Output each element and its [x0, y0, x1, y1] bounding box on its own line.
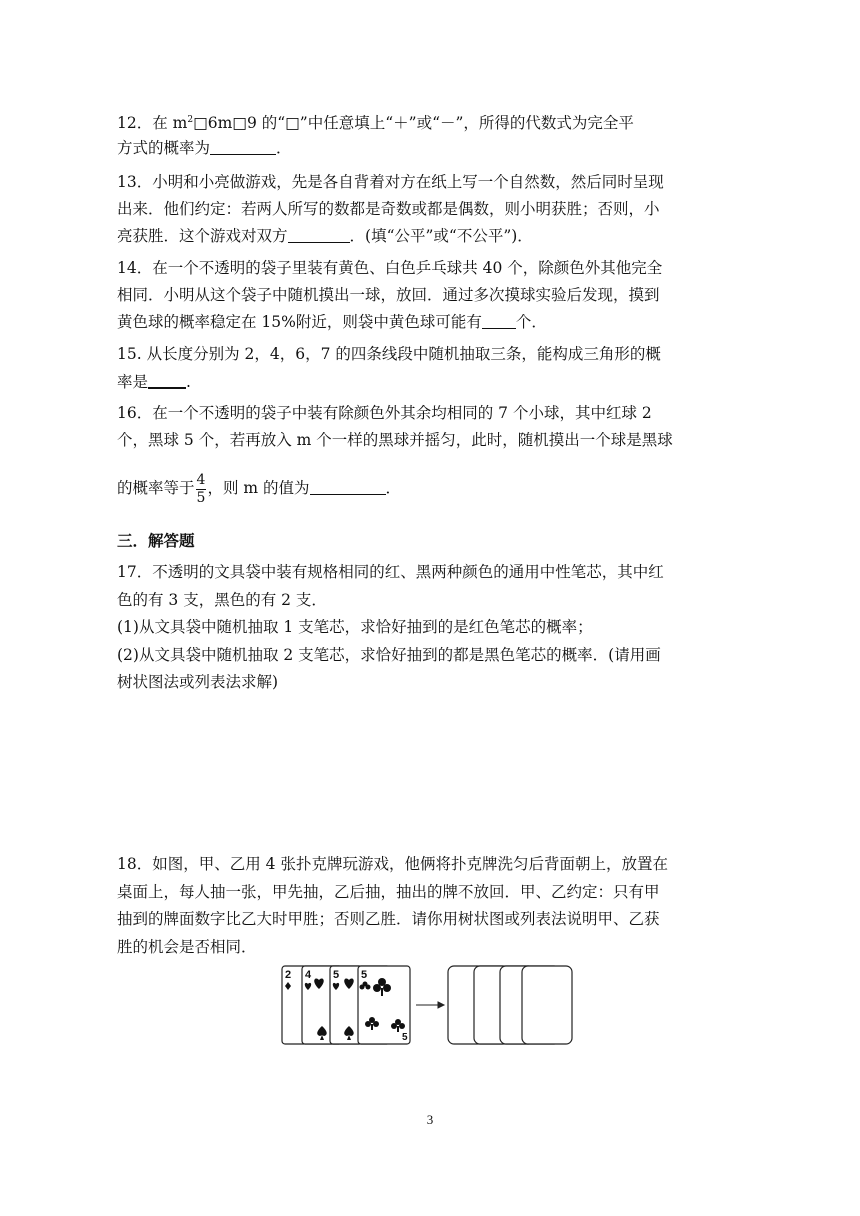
card-rank: 5 — [402, 1032, 408, 1043]
answer-blank — [148, 372, 186, 389]
q17-line-5: 树状图法或列表法求解) — [117, 673, 279, 691]
q15-line-2: 率是 . — [117, 373, 191, 391]
q14-line-2: 相同．小明从这个袋子中随机摸出一球，放回．通过多次摸球实验后发现，摸到 — [117, 286, 660, 304]
face-down-cards — [448, 966, 572, 1044]
card-rank: 5 — [333, 969, 340, 981]
q13-line-1: 13．小明和小亮做游戏，先是各自背着对方在纸上写一个自然数，然后同时呈现 — [117, 173, 664, 191]
answer-blank — [310, 479, 386, 495]
card-rank: 5 — [361, 969, 368, 981]
q17-line-4: (2)从文具袋中随机抽取 2 支笔芯，求恰好抽到的都是黑色笔芯的概率．(请用画 — [117, 646, 661, 664]
card-rank: 2 — [285, 969, 292, 981]
playing-cards-figure — [280, 962, 576, 1052]
q13-line-3: 亮获胜．这个游戏对双方 ．(填“公平”或“不公平”)． — [117, 227, 533, 245]
answer-blank — [288, 227, 350, 243]
q17-line-2: 色的有 3 支，黑色的有 2 支． — [117, 591, 327, 609]
q13-line-2: 出来．他们约定：若两人所写的数都是奇数或都是偶数，则小明获胜；否则，小 — [117, 200, 660, 218]
section-heading: 三．解答题 — [117, 531, 195, 550]
q18-line-1: 18．如图，甲、乙用 4 张扑克牌玩游戏，他俩将扑克牌洗匀后背面朝上，放置在 — [117, 855, 668, 873]
page-number: 3 — [426, 1112, 434, 1127]
q18-line-3: 抽到的牌面数字比乙大时甲胜；否则乙胜．请你用树状图或列表法说明甲、乙获 — [117, 910, 660, 928]
fraction: $\frac{4}{5}$ — [196, 471, 206, 506]
q16-line-2: 个，黑球 5 个，若再放入 m 个一样的黑球并摇匀，此时，随机摸出一个球是黑球 — [117, 431, 673, 449]
q17-line-3: (1)从文具袋中随机抽取 1 支笔芯，求恰好抽到的是红色笔芯的概率； — [117, 618, 593, 636]
q14-line-1: 14．在一个不透明的袋子里装有黄色、白色乒乓球共 40 个，除颜色外其他完全 — [117, 259, 663, 277]
q18-line-2: 桌面上，每人抽一张，甲先抽，乙后抽，抽出的牌不放回．甲、乙约定：只有甲 — [117, 883, 660, 901]
q16-line-1: 16．在一个不透明的袋子中装有除颜色外其余均相同的 7 个小球，其中红球 2 — [117, 404, 652, 422]
q14-line-3: 黄色球的概率稳定在 15%附近，则袋中黄色球可能有 个． — [117, 313, 547, 331]
q12-line-1: 12．在 $m^2□6m□9$ 的“□”中任意填上“＋”或“－”，所得的代数式为完全平 — [117, 114, 634, 133]
q18-line-4: 胜的机会是否相同． — [117, 938, 257, 956]
q16-line-3: 的概率等于 $\frac{4}{5}$ ，则 m 的值为 ． — [117, 471, 402, 506]
right-arrow-icon — [416, 1002, 444, 1008]
q15-line-1: 15. 从长度分别为 2，4，6，7 的四条线段中随机抽取三条，能构成三角形的概 — [117, 345, 661, 363]
answer-blank — [482, 313, 516, 329]
q12-line-2: 方式的概率为 ． — [117, 139, 292, 157]
answer-blank — [210, 139, 276, 155]
q17-line-1: 17．不透明的文具袋中装有规格相同的红、黑两种颜色的通用中性笔芯，其中红 — [117, 563, 664, 581]
card-rank: 4 — [305, 969, 312, 981]
